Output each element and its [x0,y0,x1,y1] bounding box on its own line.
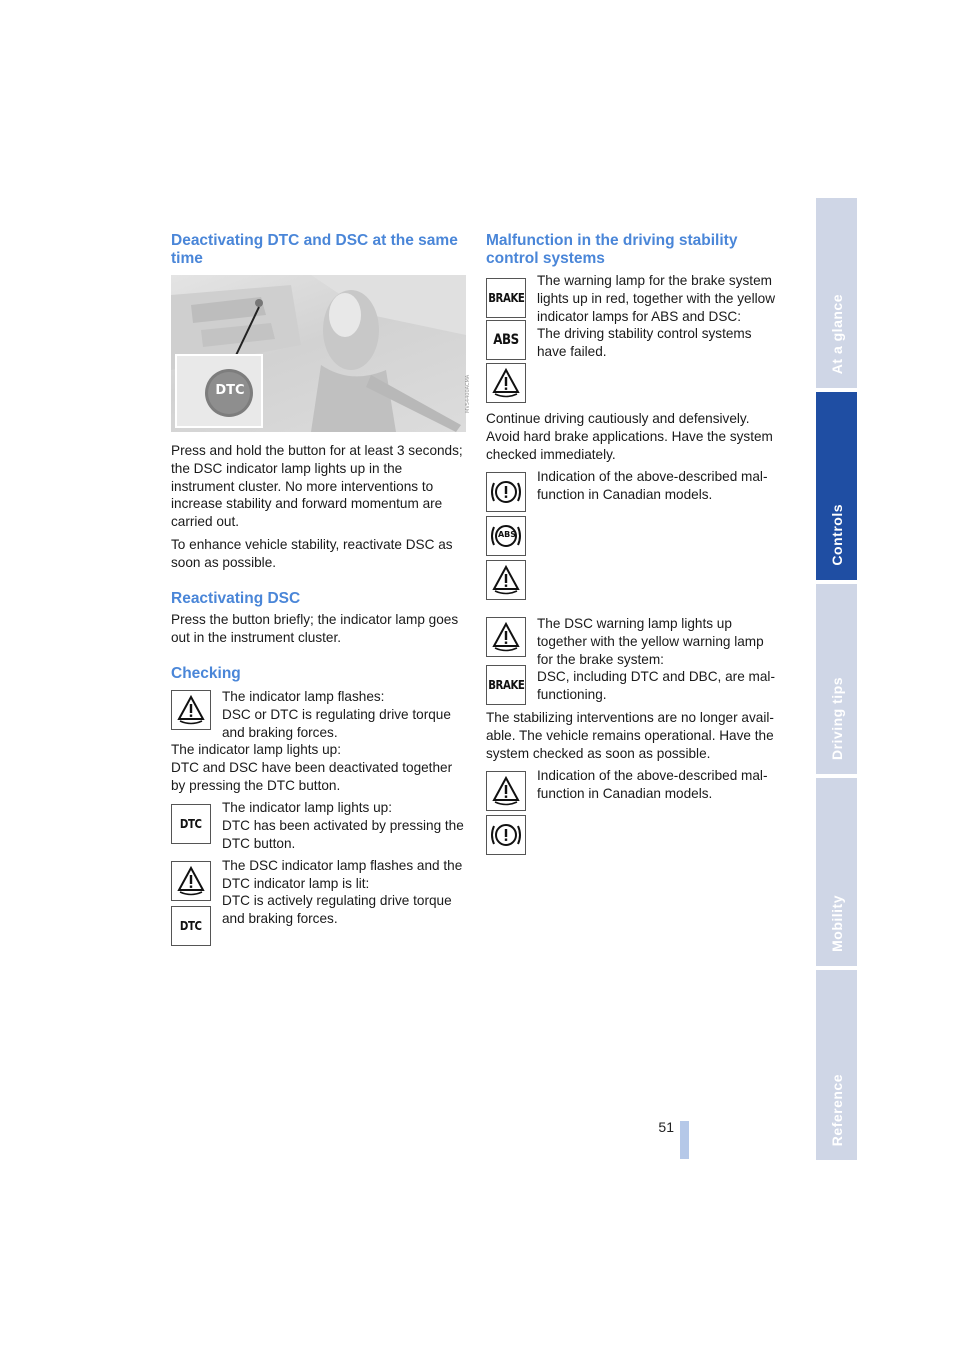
brake-warning-icon: BRAKE [486,665,526,705]
deactivate-paragraph-1: Press and hold the button for at least 3 seconds; the DSC indicator lamp lights up in the instrument cluster. No more interventions to increase stability and forward momentum are carried out. [171,443,463,530]
section-heading-reactivating: Reactivating DSC [171,590,301,607]
dsc-warning-icon [486,560,526,600]
brake-lamp-line-2: The driving stability control systems have failed. [537,326,752,359]
canadian-paragraph-2: Indication of the above-described mal-function in Canadian models. [537,768,768,801]
check-lights-line-2: DTC and DSC have been deactivated together by pressing the DTC button. [171,760,453,793]
tab-label: Reference [828,1073,845,1146]
section-heading-malfunction: Malfunction in the driving stability control systems [486,232,738,267]
tab-controls[interactable] [816,392,857,580]
dsc-flash-line-1: The DSC indicator lamp flashes and the DTC indicator lamp is lit: [222,858,463,891]
dsc-warning-icon [486,617,526,657]
tab-label: At a glance [828,293,845,374]
tab-label: Mobility [828,895,845,952]
brake-exclamation-icon [486,815,526,855]
tab-label: Driving tips [828,676,845,760]
tab-reference[interactable] [816,970,857,1160]
canadian-paragraph-1: Indication of the above-described mal-function in Canadian models. [537,469,768,502]
dsc-warning-icon [486,771,526,811]
section-heading-checking: Checking [171,665,241,682]
dtc-indicator-icon: DTC [171,804,211,844]
page-number: 51 [658,1119,674,1135]
brake-lamp-line-1: The warning lamp for the brake system lights up in red, together with the yellow indicator lamps for ABS and DSC: [537,273,776,324]
svg-text:MV54400ACMA: MV54400ACMA [465,374,471,413]
dsc-warning-icon [171,690,211,730]
section-heading-deactivating: Deactivating DTC and DSC at the same time [171,232,458,267]
dtc-indicator-icon: DTC [171,906,211,946]
check-flash-line-1: The indicator lamp flashes: [222,689,385,704]
photo-dtc-label: DTC [215,383,245,398]
check-lights-line-1: The indicator lamp lights up: [171,742,342,757]
tab-mobility[interactable] [816,778,857,966]
page-number-marker [680,1121,689,1159]
dsc-warning-icon [171,861,211,901]
dtc-button-photo [171,275,471,432]
dsc-warning-icon [486,363,526,403]
abs-circle-icon: ABS [486,516,526,556]
gear-shift-illustration [171,275,471,432]
deactivate-paragraph-2: To enhance vehicle stability, reactivate DSC as soon as possible. [171,537,453,570]
stabilizing-paragraph: The stabilizing interventions are no longer avail-able. The vehicle remains operational. Have the system checked as soon as possible. [486,710,774,761]
check-flash-line-2: DSC or DTC is regulating drive torque and braking forces. [222,707,451,740]
abs-indicator-icon: ABS [486,320,526,360]
brake-exclamation-icon [486,472,526,512]
tab-label: Controls [828,504,845,566]
dtc-lights-line-1: The indicator lamp lights up: [222,800,393,815]
brake-warning-icon: BRAKE [486,278,526,318]
dsc-warning-line-2: DSC, including DTC and DBC, are mal-functioning. [537,669,775,702]
reactivating-paragraph: Press the button briefly; the indicator lamp goes out in the instrument cluster. [171,612,459,645]
dsc-warning-line-1: The DSC warning lamp lights up together with the yellow warning lamp for the brake system: [537,616,764,667]
tab-at-a-glance[interactable] [816,198,857,388]
continue-paragraph: Continue driving cautiously and defensively. Avoid hard brake applications. Have the system checked immediately. [486,411,773,462]
tab-driving-tips[interactable] [816,584,857,774]
dtc-lights-line-2: DTC has been activated by pressing the DTC button. [222,818,464,851]
dsc-flash-line-2: DTC is actively regulating drive torque and braking forces. [222,893,452,926]
